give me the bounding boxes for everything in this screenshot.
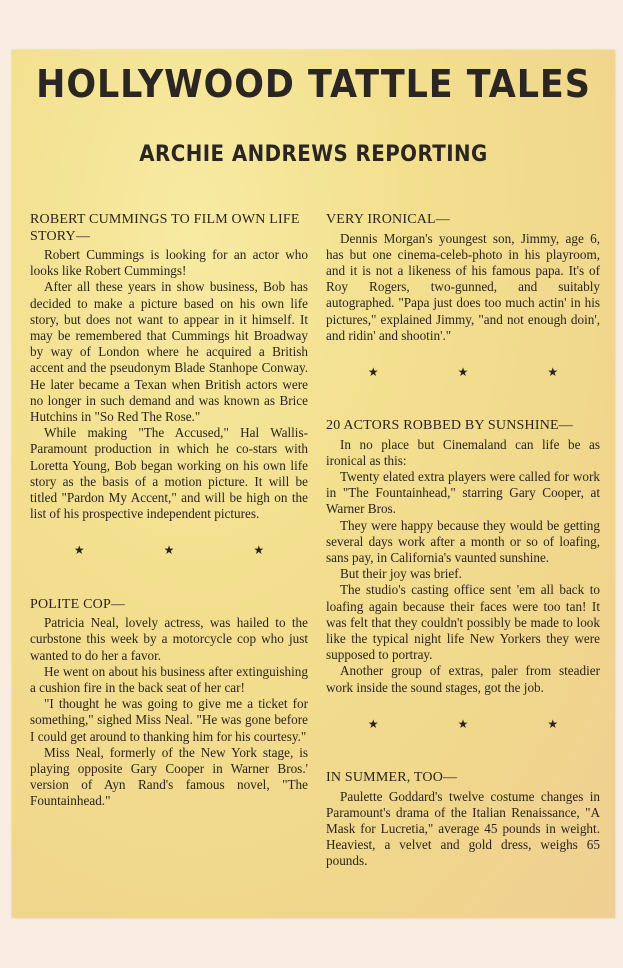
left-column xyxy=(30,212,308,810)
article-headline: VERY IRONICAL— xyxy=(326,212,451,227)
article-headline: 20 ACTORS ROBBED BY SUNSHINE— xyxy=(326,418,573,434)
magazine-page xyxy=(12,50,615,918)
page-title: HOLLYWOOD TATTLE TALES xyxy=(36,62,591,106)
article-in-summer xyxy=(326,770,600,870)
star-separator: ★ ★ ★ xyxy=(367,364,597,379)
article-paragraph: Patricia Neal, lovely actress, was hailed to the curbstone this week by a motorcycle cop who just wanted to do her a favor. xyxy=(30,615,308,663)
article-polite-cop xyxy=(30,597,308,810)
article-paragraph: Another group of extras, paler from steadier work inside the sound stages, got the job. xyxy=(326,663,600,695)
article-headline: POLITE COP— xyxy=(30,596,126,612)
article-paragraph: While making "The Accused," Hal Wallis-Paramount production in which he co-stars with Loretta Young, Bob began working on his own life story as the basis of a motion picture. It will be titled "Pardon My Accent," and will be high on the list of his prospective independent pictures. xyxy=(30,425,308,522)
article-paragraph: Miss Neal, formerly of the New York stage, is playing opposite Gary Cooper in Warner Bros.' version of Ayn Rand's famous novel, "The Fountainhead." xyxy=(30,744,308,809)
page-subtitle: ARCHIE ANDREWS REPORTING xyxy=(139,142,488,167)
star-separator: ★ ★ ★ xyxy=(73,543,303,558)
article-paragraph: They were happy because they would be getting several days work after a month or so of loafing, sans pay, in California's vaunted sunshine. xyxy=(326,517,600,566)
right-column xyxy=(326,212,600,870)
article-paragraph: Robert Cummings is looking for an actor who looks like Robert Cummings! xyxy=(30,247,308,279)
article-headline: ROBERT CUMMINGS TO FILM OWN LIFE STORY— xyxy=(30,212,300,244)
article-paragraph: The studio's casting office sent 'em all back to loafing again because their faces were too tan! It was felt that they couldn't possibly be made to look like the typical night life New Yorkers they were supposed to portray. xyxy=(326,582,600,663)
article-cummings xyxy=(30,212,308,522)
article-very-ironical xyxy=(326,212,600,344)
article-paragraph: Dennis Morgan's youngest son, Jimmy, age 6, has but one cinema-celeb-photo in his playroom, and it is not a likeness of his famous papa. It's of Roy Rogers, two-gunned, and suitably autographed. "Papa just does too much actin' in his pictures," explained Jimmy, "and not enough doin', and ridin' and shootin'." xyxy=(326,230,600,343)
article-paragraph: Paulette Goddard's twelve costume changes in Paramount's drama of the Italian Renaissance, "A Mask for Lucretia," average 45 pounds in weight. Heaviest, a velvet and gold dress, weighs 65 pounds. xyxy=(326,788,600,869)
article-paragraph: Twenty elated extra players were called for work in "The Fountainhead," starring Gary Cooper, at Warner Bros. xyxy=(326,469,600,517)
article-paragraph: He went on about his business after extinguishing a cushion fire in the back seat of her car! xyxy=(30,663,308,695)
article-headline: IN SUMMER, TOO— xyxy=(326,770,458,786)
article-robbed-by-sunshine xyxy=(326,418,600,696)
article-paragraph: After all these years in show business, Bob has decided to make a picture based on his own life story, but does not want to appear in it himself. It may be remembered that Cummings hit Broadway by way of London where he acquired a British accent and the pseudonym Blade Stanhope Conway. He later became a Texan when British actors were no longer in such demand and was known as Brice Hutchins in "So Red The Rose." xyxy=(30,279,308,425)
star-separator: ★ ★ ★ xyxy=(367,716,597,731)
article-paragraph: In no place but Cinemaland can life be as ironical as this: xyxy=(326,436,600,468)
article-paragraph: But their joy was brief. xyxy=(340,566,462,582)
article-paragraph: "I thought he was going to give me a ticket for something," sighed Miss Neal. "He was gone before I could get around to thanking him for his courtesy." xyxy=(30,696,308,744)
